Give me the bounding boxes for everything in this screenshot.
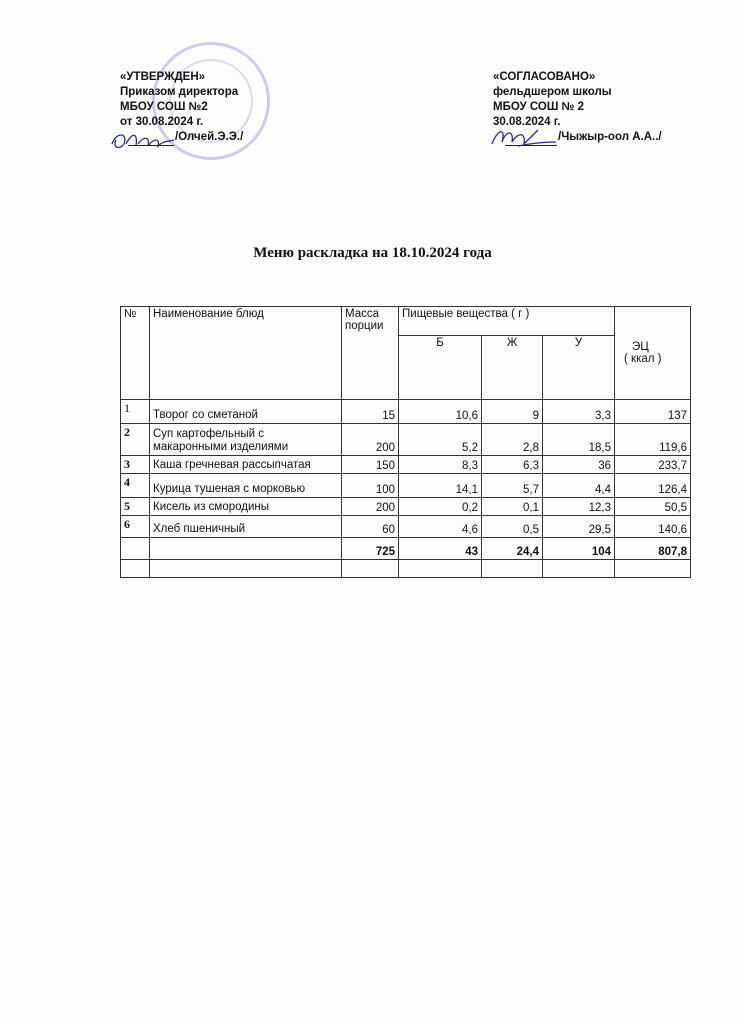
- total-energy: 807,8: [615, 538, 691, 560]
- row-energy: 137: [615, 400, 691, 424]
- table-row: [121, 456, 691, 474]
- header-mass: Масса порции: [342, 307, 399, 400]
- agreed-block: [493, 70, 612, 130]
- menu-table: [120, 306, 691, 578]
- row-energy: 233,7: [615, 456, 691, 474]
- header-energy-unit: ( ккал ): [624, 353, 662, 365]
- row-energy: 140,6: [615, 516, 691, 538]
- row-carbs: 3,3: [543, 400, 615, 424]
- row-energy: 126,4: [615, 474, 691, 498]
- total-protein: 43: [399, 538, 482, 560]
- row-num: 2: [121, 424, 150, 456]
- row-num: 6: [121, 516, 150, 538]
- row-num: 3: [121, 456, 150, 474]
- row-protein: 5,2: [399, 424, 482, 456]
- table-row: [121, 474, 691, 498]
- total-row: [121, 538, 691, 560]
- row-name: Хлеб пшеничный: [150, 516, 342, 538]
- header-fat: Ж: [482, 335, 543, 399]
- header-nutrients: Пищевые вещества ( г ): [399, 307, 615, 336]
- row-name: Курица тушеная с морковью: [150, 474, 342, 498]
- agreed-date: 30.08.2024 г.: [493, 116, 561, 128]
- row-mass: 15: [342, 400, 399, 424]
- table-header-row: [121, 307, 691, 336]
- row-num: 4: [121, 474, 150, 498]
- row-carbs: 12,3: [543, 498, 615, 516]
- approved-block: [120, 70, 238, 130]
- row-name: Творог со сметаной: [150, 400, 342, 424]
- empty-cell: [342, 560, 399, 578]
- row-name: Каша гречневая рассыпчатая: [150, 456, 342, 474]
- row-mass: 100: [342, 474, 399, 498]
- agreed-heading: «СОГЛАСОВАНО»: [493, 71, 596, 83]
- total-fat: 24,4: [482, 538, 543, 560]
- total-name: [150, 538, 342, 560]
- header-carbs: У: [543, 335, 615, 399]
- director-name: /Олчей.Э.Э./: [175, 131, 244, 143]
- table-row: [121, 516, 691, 538]
- row-fat: 2,8: [482, 424, 543, 456]
- row-protein: 8,3: [399, 456, 482, 474]
- approved-heading: «УТВЕРЖДЕН»: [120, 71, 206, 83]
- row-protein: 0,2: [399, 498, 482, 516]
- empty-cell: [150, 560, 342, 578]
- empty-cell: [121, 560, 150, 578]
- row-fat: 6,3: [482, 456, 543, 474]
- row-fat: 5,7: [482, 474, 543, 498]
- director-sign-line: [128, 145, 174, 146]
- medic-name: /Чыжыр-оол А.А../: [558, 131, 662, 143]
- empty-cell: [482, 560, 543, 578]
- row-carbs: 29,5: [543, 516, 615, 538]
- agreed-school: МБОУ СОШ № 2: [493, 101, 584, 113]
- row-mass: 200: [342, 424, 399, 456]
- row-carbs: 18,5: [543, 424, 615, 456]
- row-protein: 4,6: [399, 516, 482, 538]
- row-carbs: 4,4: [543, 474, 615, 498]
- row-energy: 119,6: [615, 424, 691, 456]
- row-name: Суп картофельный с макаронными изделиями: [150, 424, 342, 456]
- row-fat: 9: [482, 400, 543, 424]
- row-mass: 150: [342, 456, 399, 474]
- empty-cell: [615, 560, 691, 578]
- row-carbs: 36: [543, 456, 615, 474]
- total-carbs: 104: [543, 538, 615, 560]
- row-protein: 14,1: [399, 474, 482, 498]
- row-num: 5: [121, 498, 150, 516]
- row-mass: 200: [342, 498, 399, 516]
- page-title: Меню раскладка на 18.10.2024 года: [253, 245, 492, 261]
- empty-cell: [399, 560, 482, 578]
- approved-date: от 30.08.2024 г.: [120, 116, 204, 128]
- table-row: [121, 498, 691, 516]
- header-name: Наименование блюд: [150, 307, 342, 400]
- header-energy: [615, 307, 691, 400]
- row-num: 1: [121, 400, 150, 424]
- empty-row: [121, 560, 691, 578]
- header-protein: Б: [399, 335, 482, 399]
- approved-school: МБОУ СОШ №2: [120, 101, 208, 113]
- table-row: [121, 424, 691, 456]
- total-mass: 725: [342, 538, 399, 560]
- row-energy: 50,5: [615, 498, 691, 516]
- header-energy-label: ЭЦ: [632, 341, 649, 353]
- row-fat: 0,1: [482, 498, 543, 516]
- header-num: №: [121, 307, 150, 400]
- medic-sign-line: [505, 145, 557, 146]
- row-protein: 10,6: [399, 400, 482, 424]
- row-name: Кисель из смородины: [150, 498, 342, 516]
- director-signature: [108, 128, 178, 154]
- row-fat: 0,5: [482, 516, 543, 538]
- table-row: [121, 400, 691, 424]
- empty-cell: [543, 560, 615, 578]
- total-num: [121, 538, 150, 560]
- agreed-role: фельдшером школы: [493, 86, 612, 98]
- row-mass: 60: [342, 516, 399, 538]
- approved-order: Приказом директора: [120, 86, 239, 98]
